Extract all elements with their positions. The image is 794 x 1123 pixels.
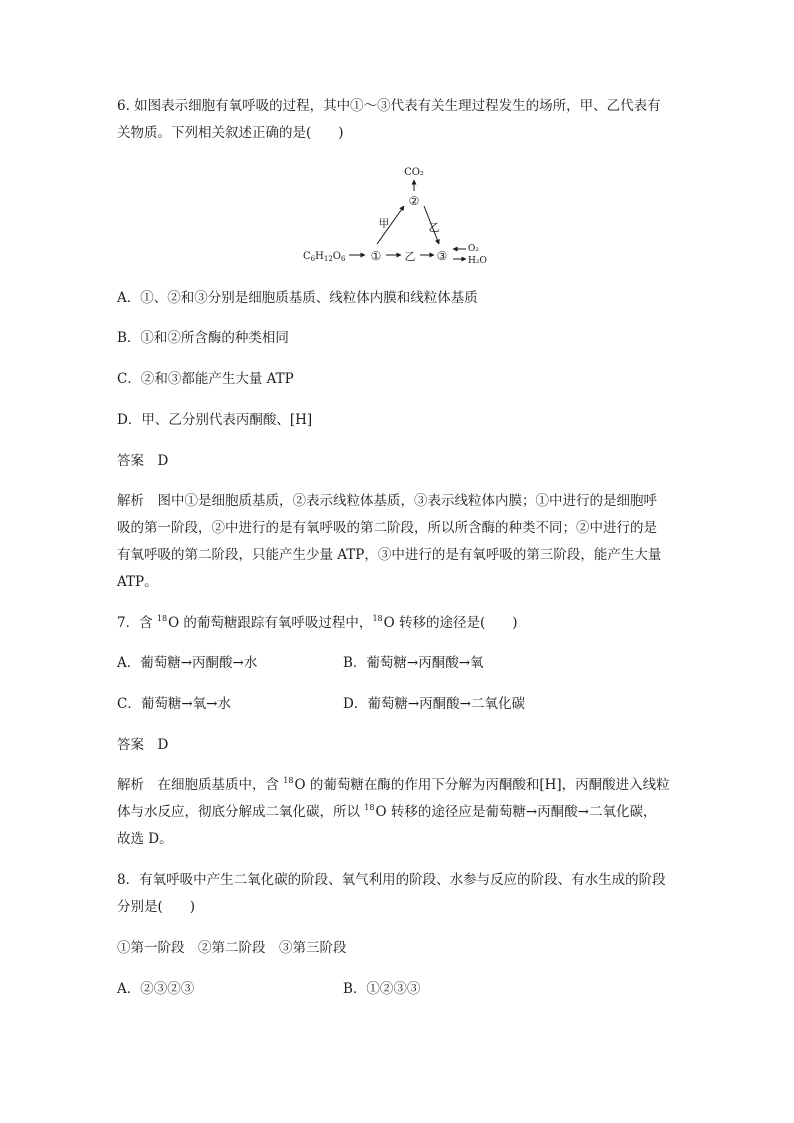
site3-label: ③ — [436, 249, 448, 263]
q7-analysis-line2: 体与水反应，彻底分解成二氧化碳，所以 $^{18}$O 转移的途径应是葡萄糖→丙酮酸→二氧化碳， — [117, 803, 657, 820]
q6-stem-line1: 6. 如图表示细胞有氧呼吸的过程，其中①～③代表有关生理过程发生的场所，甲、乙代表有 — [117, 98, 661, 114]
q7-stem: 7．含 $^{18}$O 的葡萄糖跟踪有氧呼吸过程中，$^{18}$O 转移的途径是( ) — [117, 614, 518, 631]
q7-analysis-line3: 故选 D。 — [117, 831, 173, 847]
q8-stages: ①第一阶段 ②第二阶段 ③第三阶段 — [117, 940, 347, 956]
q6-stem-line2: 关物质。下列相关叙述正确的是( ) — [117, 125, 344, 141]
glucose-formula: $C_6H_{12}O_6$ — [303, 251, 346, 263]
q7-option-d: D．葡萄糖→丙酮酸→二氧化碳 — [343, 696, 525, 712]
site2-label: ② — [408, 194, 420, 208]
q6-analysis-line1: 解析 图中①是细胞质基质，②表示线粒体基质，③表示线粒体内膜；①中进行的是细胞呼 — [117, 493, 657, 509]
jia-label: 甲 — [378, 217, 390, 230]
o2-label: O₂ — [468, 244, 479, 254]
q8-stem-line1: 8．有氧呼吸中产生二氧化碳的阶段、氧气利用的阶段、水参与反应的阶段、有水生成的阶段 — [117, 872, 666, 888]
q6-analysis-line3: 有氧呼吸的第二阶段，只能产生少量 ATP，③中进行的是有氧呼吸的第三阶段，能产生大量 — [117, 547, 662, 563]
q6-option-a: A．①、②和③分别是细胞质基质、线粒体内膜和线粒体基质 — [117, 290, 478, 306]
q7-option-c: C．葡萄糖→氧→水 — [117, 696, 231, 712]
q6-answer: 答案 D — [117, 453, 169, 469]
q6-option-b: B．①和②所含酶的种类相同 — [117, 330, 289, 346]
q8-stem-line2: 分别是( ) — [117, 899, 196, 915]
q7-answer: 答案 D — [117, 737, 169, 753]
site1-label: ① — [370, 249, 382, 263]
q8-option-b: B．①②③③ — [343, 981, 421, 997]
q6-option-c: C．②和③都能产生大量 ATP — [117, 371, 294, 387]
q6-option-d: D．甲、乙分别代表丙酮酸、[H] — [117, 412, 313, 428]
q8-option-a: A．②③②③ — [117, 981, 195, 997]
q7-option-b: B．葡萄糖→丙酮酸→氧 — [343, 655, 484, 671]
h2o-label: H₂O — [468, 256, 487, 266]
q7-option-a: A．葡萄糖→丙酮酸→水 — [117, 655, 258, 671]
yi-lower-label: 乙 — [404, 250, 416, 263]
q6-analysis-line4: ATP。 — [117, 574, 158, 590]
q7-analysis-line1: 解析 在细胞质基质中，含 $^{18}$O 的葡萄糖在酶的作用下分解为丙酮酸和[H]，丙酮酸进入线粒 — [117, 776, 670, 793]
co2-label: CO₂ — [404, 167, 424, 178]
yi-upper-label: 乙 — [428, 221, 440, 234]
q6-analysis-line2: 吸的第一阶段，②中进行的是有氧呼吸的第二阶段，所以所含酶的种类不同；②中进行的是 — [117, 520, 657, 536]
respiration-diagram — [300, 160, 500, 268]
